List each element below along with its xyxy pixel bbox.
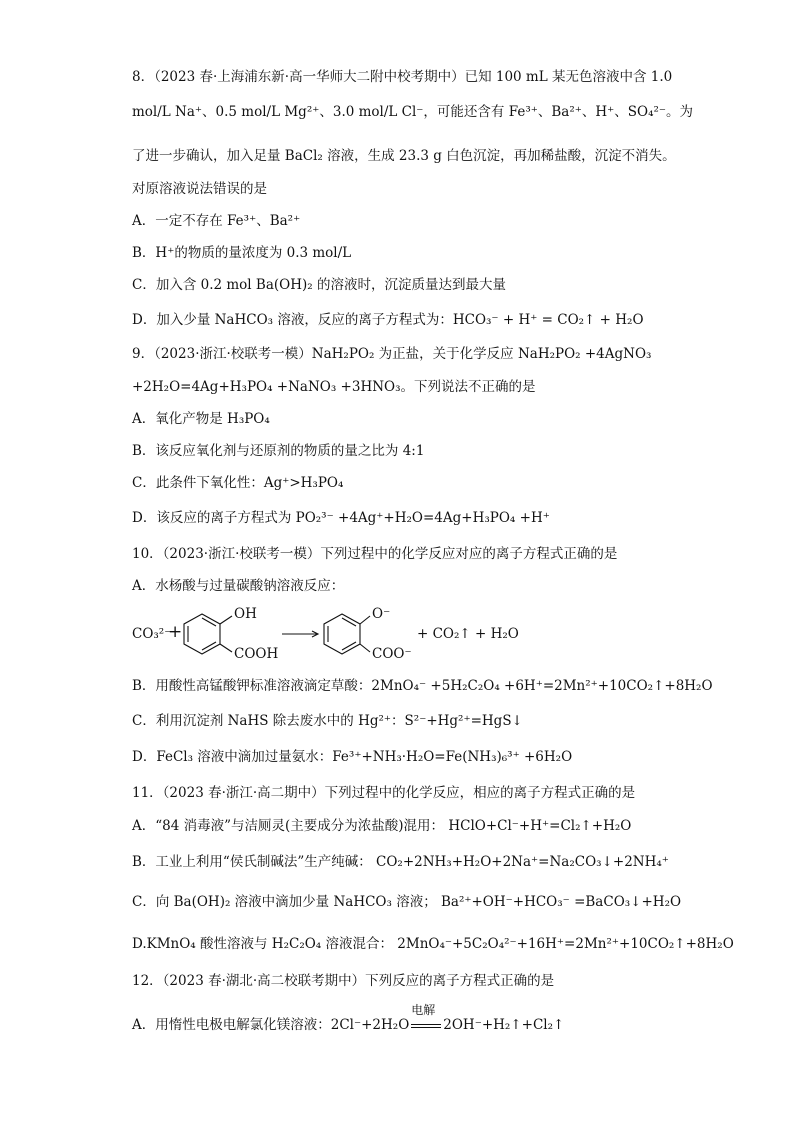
q10-option-c: C．利用沉淀剂 NaHS 除去废水中的 Hg²⁺：S²⁻+Hg²⁺=HgS↓ [132,713,523,729]
right-o-bond [360,616,370,624]
q8-option-c: C．加入含 0.2 mol Ba(OH)₂ 的溶液时，沉淀质量达到最大量 [132,277,506,293]
q9-option-c: C．此条件下氧化性：Ag⁺>H₃PO₄ [132,475,344,491]
products-co2-h2o: + CO₂↑ + H₂O [417,626,519,642]
q8-stem-line1: 8．（2023 春·上海浦东新·高一华师大二附中校考期中）已知 100 mL 某无色溶液中含 1.0 [132,69,673,85]
q10-stem-line1: 10．（2023·浙江·校联考一模）下列过程中的化学反应对应的离子方程式正确的是 [132,546,618,562]
electrolysis-condition: 电解 [411,1003,436,1017]
carbonate-ion: CO₃²⁻ [132,626,172,642]
q8-stem-line3: 了进一步确认，加入足量 BaCl₂ 溶液，生成 23.3 g 白色沉淀，再加稀盐酸，沉淀不消失。 [132,148,676,164]
right-coo-bond [360,644,370,652]
q11-stem-line1: 11．（2023 春·浙江·高二期中）下列过程中的化学反应，相应的离子方程式正确的是 [132,785,636,801]
q9-option-a: A．氧化产物是 H₃PO₄ [132,411,270,427]
q8-stem-line4: 对原溶液说法错误的是 [132,181,267,197]
q9-stem-line2: +2H₂O=4Ag+H₃PO₄ +NaNO₃ +3HNO₃。下列说法不正确的是 [132,379,536,395]
q9-option-d: D．该反应的离子方程式为 PO₂³⁻ +4Ag⁺+H₂O=4Ag+H₃PO₄ +H⁺ [132,510,550,526]
q12-option-a-reactants: A．用惰性电极电解氯化镁溶液：2Cl⁻+2H₂O [132,1017,410,1033]
phenoxide-group: O⁻ [372,606,391,622]
q8-stem-line2: mol/L Na⁺、0.5 mol/L Mg²⁺、3.0 mol/L Cl⁻，可能还含有 Fe³⁺、Ba²⁺、H⁺、SO₄²⁻。为 [132,104,694,120]
q8-option-a: A．一定不存在 Fe³⁺、Ba²⁺ [132,213,301,229]
equals-double-line [411,1024,441,1028]
left-cooh-bond [220,644,232,652]
q11-option-c: C．向 Ba(OH)₂ 溶液中滴加少量 NaHCO₃ 溶液； Ba²⁺+OH⁻+HCO₃⁻ =BaCO₃↓+H₂O [132,894,682,910]
left-oh-bond [220,616,232,624]
electrolysis-arrow [409,1003,443,1034]
q10-option-a: A．水杨酸与过量碳酸钠溶液反应： [132,578,345,594]
q12-option-a [132,1003,565,1034]
salicylic-acid-equation [132,604,532,664]
right-benzene-ring [324,614,360,654]
q8-option-b: B．H⁺的物质的量浓度为 0.3 mol/L [132,245,352,261]
plus-sign: + [168,622,183,642]
left-benzene-ring [184,614,220,654]
q11-option-a: A．“84 消毒液”与洁厕灵(主要成分为浓盐酸)混用： HClO+Cl⁻+H⁺=Cl₂↑+H₂O [132,818,632,834]
q11-option-b: B．工业上利用“侯氏制碱法”生产纯碱： CO₂+2NH₃+H₂O+2Na⁺=Na₂CO₃↓+2NH₄⁺ [132,854,669,870]
q12-stem-line1: 12．（2023 春·湖北·高二校联考期中）下列反应的离子方程式正确的是 [132,973,555,989]
q9-stem-line1: 9．（2023·浙江·校联考一模）NaH₂PO₂ 为正盐，关于化学反应 NaH₂PO₂ +4AgNO₃ [132,346,652,362]
q9-option-b: B．该反应氧化剂与还原剂的物质的量之比为 4:1 [132,443,425,459]
q10-option-b: B．用酸性高锰酸钾标准溶液滴定草酸：2MnO₄⁻ +5H₂C₂O₄ +6H⁺=2Mn²⁺+10CO₂↑+8H₂O [132,678,713,694]
carboxyl-group: COOH [234,646,279,662]
q8-option-d: D．加入少量 NaHCO₃ 溶液，反应的离子方程式为：HCO₃⁻ + H⁺ = CO₂↑ + H₂O [132,312,644,328]
q11-option-d: D.KMnO₄ 酸性溶液与 H₂C₂O₄ 溶液混合： 2MnO₄⁻+5C₂O₄²⁻+16H⁺=2Mn²⁺+10CO₂↑+8H₂O [132,936,734,952]
q10-option-d: D．FeCl₃ 溶液中滴加过量氨水：Fe³⁺+NH₃·H₂O=Fe(NH₃)₆³⁺ +6H₂O [132,749,573,765]
carboxylate-group: COO⁻ [372,646,412,662]
q12-option-a-products: 2OH⁻+H₂↑+Cl₂↑ [443,1017,565,1033]
hydroxyl-group: OH [234,606,257,622]
